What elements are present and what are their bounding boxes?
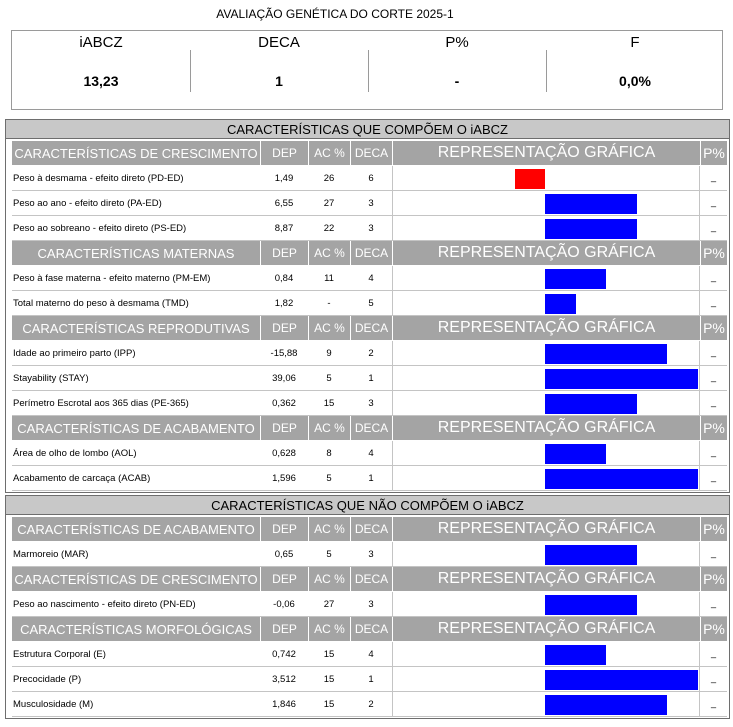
trait-p-percent: – [710,275,717,287]
trait-graph [392,341,700,365]
column-header-p: P% [700,316,727,340]
trait-row [12,216,727,241]
positive-bar [545,645,606,665]
column-header-p: P% [700,567,727,591]
trait-accuracy: 5 [326,472,332,484]
trait-accuracy: 22 [323,222,335,234]
trait-accuracy: 15 [323,397,335,409]
trait-dep: 3,512 [272,673,296,685]
column-header-ac: AC % [308,241,350,265]
column-header-ac: AC % [308,517,350,541]
column-header-p: P% [700,241,727,265]
column-header-ac: AC % [308,141,350,165]
trait-row [12,291,727,316]
positive-bar [545,194,637,214]
trait-deca: 4 [368,648,374,660]
trait-dep: 39,06 [272,372,296,384]
trait-accuracy: 26 [323,172,335,184]
trait-dep: 1,82 [274,297,294,309]
section-title: CARACTERÍSTICAS DE ACABAMENTO [17,420,255,436]
trait-graph [392,166,700,190]
trait-row [12,166,727,191]
column-header-deca: DECA [350,241,392,265]
column-header-p: P% [700,416,727,440]
trait-p-percent: – [710,300,717,312]
column-header-p: P% [700,517,727,541]
trait-graph [392,391,700,415]
trait-deca: 1 [368,673,374,685]
trait-name: Estrutura Corporal (E) [13,648,106,660]
trait-graph [392,692,700,716]
trait-name: Precocidade (P) [13,673,82,685]
column-header-graph: REPRESENTAÇÃO GRÁFICA [392,141,700,165]
trait-graph [392,366,700,390]
positive-bar [545,294,576,314]
trait-graph [392,216,700,240]
section-header [12,567,727,591]
trait-name: Peso à fase materna - efeito materno (PM-EM) [13,272,211,284]
section-header [12,241,727,265]
trait-deca: 2 [368,347,374,359]
trait-dep: 0,742 [272,648,296,660]
trait-p-percent: – [710,676,717,688]
trait-dep: 1,846 [272,698,296,710]
column-header-ac: AC % [308,617,350,641]
column-header-deca: DECA [350,517,392,541]
trait-dep: 1,49 [274,172,294,184]
trait-dep: 0,628 [272,447,296,459]
positive-bar [545,394,637,414]
column-header-ac: AC % [308,416,350,440]
trait-row [12,266,727,291]
column-header-deca: DECA [350,617,392,641]
trait-p-percent: – [710,601,717,613]
trait-name: Perímetro Escrotal aos 365 dias (PE-365) [13,397,189,409]
trait-deca: 4 [368,272,374,284]
trait-accuracy: 8 [326,447,332,459]
trait-deca: 5 [368,297,374,309]
trait-name: Peso ao sobreano - efeito direto (PS-ED) [13,222,187,234]
trait-name: Total materno do peso à desmama (TMD) [13,297,189,309]
positive-bar [545,444,606,464]
summary-value: - [454,73,460,89]
trait-p-percent: – [710,350,717,362]
column-header-dep: DEP [260,141,308,165]
trait-graph [392,191,700,215]
trait-name: Stayability (STAY) [13,372,89,384]
trait-row [12,667,727,692]
trait-dep: 0,65 [274,548,294,560]
trait-dep: -0,06 [273,598,295,610]
trait-accuracy: - [327,297,331,309]
trait-accuracy: 15 [323,673,335,685]
trait-accuracy: 15 [323,648,335,660]
trait-p-percent: – [710,651,717,663]
trait-dep: 0,362 [272,397,296,409]
trait-dep: 1,596 [272,472,296,484]
trait-accuracy: 5 [326,372,332,384]
trait-p-percent: – [710,400,717,412]
column-header-ac: AC % [308,316,350,340]
trait-row [12,366,727,391]
section-title: CARACTERÍSTICAS REPRODUTIVAS [22,320,250,336]
trait-row [12,592,727,617]
trait-graph [392,642,700,666]
trait-graph [392,291,700,315]
trait-deca: 3 [368,397,374,409]
trait-accuracy: 15 [323,698,335,710]
section-header [12,517,727,541]
negative-bar [515,169,546,189]
panel-not-composing-iabcz [5,495,730,719]
trait-dep: -15,88 [270,347,298,359]
trait-graph [392,592,700,616]
trait-deca: 3 [368,548,374,560]
summary-label: P% [445,34,469,51]
summary-p-percent [368,31,546,109]
summary-value: 0,0% [619,73,651,89]
trait-deca: 1 [368,472,374,484]
section-header [12,141,727,165]
section-header [12,617,727,641]
trait-name: Peso à desmama - efeito direto (PD-ED) [13,172,184,184]
summary-value: 1 [275,73,283,89]
summary-f [546,31,724,109]
column-header-deca: DECA [350,316,392,340]
trait-p-percent: – [710,475,717,487]
column-header-dep: DEP [260,416,308,440]
trait-accuracy: 27 [323,598,335,610]
trait-p-percent: – [710,225,717,237]
trait-p-percent: – [710,450,717,462]
column-header-graph: REPRESENTAÇÃO GRÁFICA [392,617,700,641]
trait-deca: 3 [368,598,374,610]
column-header-graph: REPRESENTAÇÃO GRÁFICA [392,517,700,541]
trait-accuracy: 9 [326,347,332,359]
summary-deca [190,31,368,109]
positive-bar [545,269,606,289]
trait-row [12,692,727,717]
trait-name: Peso ao ano - efeito direto (PA-ED) [13,197,162,209]
trait-graph [392,266,700,290]
positive-bar [545,670,698,690]
column-header-dep: DEP [260,316,308,340]
trait-dep: 6,55 [274,197,294,209]
trait-deca: 3 [368,222,374,234]
trait-row [12,441,727,466]
trait-row [12,642,727,667]
trait-name: Musculosidade (M) [13,698,94,710]
positive-bar [545,695,667,715]
section-header [12,316,727,340]
trait-accuracy: 27 [323,197,335,209]
trait-deca: 3 [368,197,374,209]
trait-p-percent: – [710,175,717,187]
section-title: CARACTERÍSTICAS DE CRESCIMENTO [14,145,258,161]
positive-bar [545,344,667,364]
trait-row [12,466,727,491]
summary-value: 13,23 [83,73,119,89]
column-header-graph: REPRESENTAÇÃO GRÁFICA [392,241,700,265]
trait-accuracy: 5 [326,548,332,560]
trait-graph [392,667,700,691]
trait-graph [392,466,700,490]
trait-p-percent: – [710,551,717,563]
column-header-dep: DEP [260,567,308,591]
summary-label: F [630,34,640,51]
column-header-p: P% [700,617,727,641]
positive-bar [545,369,698,389]
summary-label: DECA [258,34,300,51]
panel-title: CARACTERÍSTICAS QUE COMPÕEM O iABCZ [6,120,729,139]
trait-row [12,391,727,416]
positive-bar [545,595,637,615]
column-header-graph: REPRESENTAÇÃO GRÁFICA [392,416,700,440]
panel-composing-iabcz [5,119,730,493]
column-header-deca: DECA [350,567,392,591]
trait-deca: 2 [368,698,374,710]
column-header-ac: AC % [308,567,350,591]
column-header-dep: DEP [260,241,308,265]
trait-p-percent: – [710,200,717,212]
section-title: CARACTERÍSTICAS DE ACABAMENTO [17,521,255,537]
trait-name: Acabamento de carcaça (ACAB) [13,472,151,484]
column-header-deca: DECA [350,416,392,440]
trait-name: Marmoreio (MAR) [13,548,89,560]
column-header-deca: DECA [350,141,392,165]
trait-p-percent: – [710,375,717,387]
column-header-graph: REPRESENTAÇÃO GRÁFICA [392,316,700,340]
trait-name: Área de olho de lombo (AOL) [13,447,137,459]
trait-accuracy: 11 [324,272,334,284]
trait-deca: 6 [368,172,374,184]
trait-row [12,542,727,567]
summary-box [11,30,723,110]
section-title: CARACTERÍSTICAS DE CRESCIMENTO [14,571,258,587]
trait-deca: 1 [368,372,374,384]
trait-row [12,191,727,216]
trait-deca: 4 [368,447,374,459]
column-header-dep: DEP [260,517,308,541]
trait-dep: 0,84 [274,272,294,284]
column-header-dep: DEP [260,617,308,641]
trait-row [12,341,727,366]
panel-title: CARACTERÍSTICAS QUE NÃO COMPÕEM O iABCZ [6,496,729,515]
positive-bar [545,219,637,239]
section-title: CARACTERÍSTICAS MORFOLÓGICAS [20,621,252,637]
section-header [12,416,727,440]
column-header-graph: REPRESENTAÇÃO GRÁFICA [392,567,700,591]
page-title: AVALIAÇÃO GENÉTICA DO CORTE 2025-1 [216,7,454,21]
positive-bar [545,545,637,565]
column-header-p: P% [700,141,727,165]
trait-graph [392,542,700,566]
trait-name: Idade ao primeiro parto (IPP) [13,347,136,359]
positive-bar [545,469,698,489]
section-title: CARACTERÍSTICAS MATERNAS [37,245,235,261]
trait-name: Peso ao nascimento - efeito direto (PN-ED) [13,598,196,610]
trait-p-percent: – [710,701,717,713]
trait-graph [392,441,700,465]
trait-dep: 8,87 [274,222,294,234]
summary-iabcz [12,31,190,109]
summary-label: iABCZ [79,34,123,51]
